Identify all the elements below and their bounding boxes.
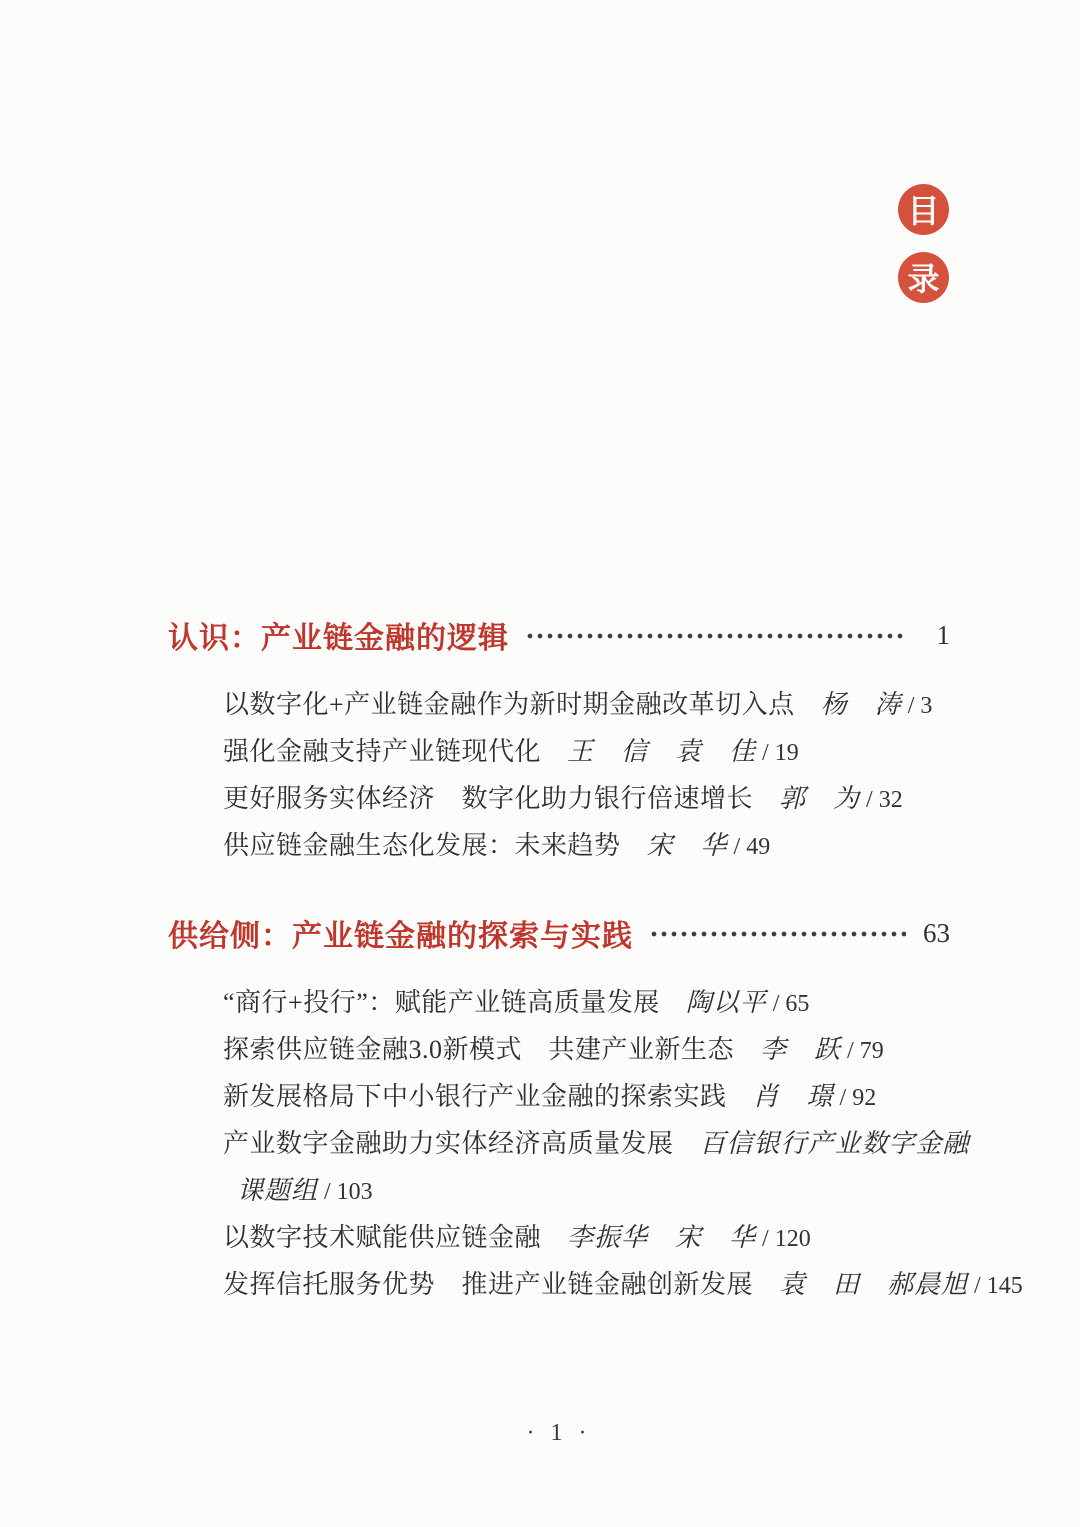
toc-badge-circle-1 [898,184,949,235]
dot-leader-line [649,929,906,939]
entry-page-number: / 92 [839,1085,877,1111]
entry-title: 供应链金融生态化发展：未来趋势 [223,831,621,860]
entry-page-number: / 32 [866,787,903,813]
dot-leader-line [525,631,906,641]
section-page-number: 1 [936,619,950,650]
entry-page-number: / 79 [847,1038,884,1064]
entry-title: 发挥信托服务优势 推进产业链金融创新发展 [223,1270,754,1299]
entry-title: 新发展格局下中小银行产业金融的探索实践 [223,1082,727,1111]
entry-authors: 陶以平 [685,988,767,1017]
section-page-number: 63 [923,917,950,948]
entry-authors: 袁 田 郝晨旭 [779,1270,969,1299]
section-heading-row [168,910,950,956]
toc-entry [168,729,950,776]
entry-authors: 李振华 宋 华 [567,1223,757,1252]
section-title: 供给侧：产业链金融的探索与实践 [168,920,633,953]
entry-page-number: / 65 [772,991,810,1017]
entry-title: 更好服务实体经济 数字化助力银行倍速增长 [223,784,754,813]
toc-section [168,910,1023,1309]
section-heading-row [168,612,950,658]
entry-title: 探索供应链金融3.0新模式 共建产业新生态 [223,1035,735,1064]
entry-authors: 王 信 袁 佳 [567,737,757,766]
folio-page-number: · 1 · [526,1420,592,1446]
toc-entry [168,980,950,1027]
toc-entry [168,776,950,823]
entry-title: 产业数字金融助力实体经济高质量发展 [223,1129,674,1158]
toc-badge-char-1: 目 [907,192,940,229]
entry-title: 以数字化+产业链金融作为新时期金融改革切入点 [223,690,795,719]
toc-entry [168,1262,1023,1309]
entry-authors: 宋 华 [646,831,728,860]
toc-badge-char-2: 录 [907,260,940,297]
toc-entry [168,682,950,729]
toc-sections [168,612,1023,1309]
entry-page-number: / 120 [762,1226,811,1252]
entry-title: “商行+投行”：赋能产业链高质量发展 [223,988,660,1017]
entry-title: 以数字技术赋能供应链金融 [223,1223,542,1252]
section-title: 认识：产业链金融的逻辑 [168,622,509,655]
entry-title: 强化金融支持产业链现代化 [223,737,542,766]
toc-entry [168,1168,950,1215]
toc-badge [898,184,949,303]
entry-page-number: / 49 [733,834,771,860]
entry-authors: 课题组 [237,1176,319,1205]
toc-content [168,612,1023,1309]
entry-authors: 肖 璟 [752,1082,834,1111]
entry-page-number: / 3 [907,693,933,719]
entry-page-number: / 145 [974,1273,1023,1299]
entry-authors: 李 跃 [760,1035,842,1064]
toc-badge-circle-2 [898,252,949,303]
toc-entry [168,823,950,870]
page-footer [168,1420,950,1447]
entry-authors: 郭 为 [779,784,861,813]
toc-section [168,612,950,870]
entry-page-number: / 19 [762,740,799,766]
toc-entry [168,1027,950,1074]
entry-page-number: / 103 [324,1179,373,1205]
toc-entry [168,1121,970,1168]
entry-authors: 百信银行产业数字金融 [699,1129,970,1158]
entry-authors: 杨 涛 [820,690,902,719]
toc-entry [168,1215,950,1262]
toc-entry [168,1074,950,1121]
